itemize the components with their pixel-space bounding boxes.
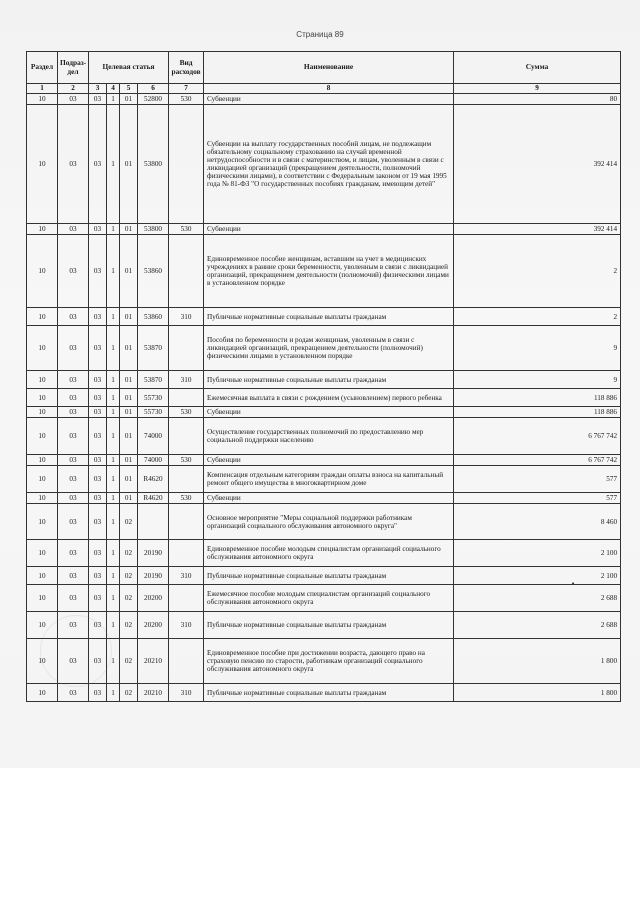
column-number: 9: [454, 84, 621, 94]
cell-name: Публичные нормативные социальные выплаты гражданам: [204, 371, 454, 389]
table-row: [27, 504, 621, 540]
table-row: [27, 105, 621, 224]
cell-target-2: 1: [107, 540, 120, 567]
cell-target-4: 20200: [138, 585, 169, 612]
cell-sum: 2 688: [454, 585, 621, 612]
column-number: 8: [204, 84, 454, 94]
cell-podrazdel: 03: [58, 326, 89, 371]
cell-razdel: 10: [27, 455, 58, 466]
cell-podrazdel: 03: [58, 407, 89, 418]
cell-vid: [169, 418, 204, 455]
column-number: 7: [169, 84, 204, 94]
cell-name: Ежемесячное пособие молодым специалистам организаций социального обслуживания автономного округа: [204, 585, 454, 612]
budget-table: [26, 51, 621, 702]
cell-podrazdel: 03: [58, 371, 89, 389]
cell-name: Субвенции на выплату государственных пособий лицам, не подлежащим обязательному социальному страхованию на случай временной нетрудоспособности и в связи с материнством, и лицам, уволенным в связи с ликвидацией организаций (прекращением деятельности, полномочий физическими лицами), в соответствии с Федеральным законом от 19 мая 1995 года № 81-ФЗ "О государственных пособиях гражданам, имеющим детей": [204, 105, 454, 224]
cell-target-1: 03: [89, 466, 107, 493]
cell-razdel: 10: [27, 612, 58, 639]
cell-target-4: 53800: [138, 105, 169, 224]
cell-vid: [169, 504, 204, 540]
cell-target-4: 53860: [138, 308, 169, 326]
cell-vid: 310: [169, 567, 204, 585]
cell-podrazdel: 03: [58, 94, 89, 105]
cell-target-2: 1: [107, 235, 120, 308]
cell-podrazdel: 03: [58, 224, 89, 235]
cell-target-2: 1: [107, 504, 120, 540]
cell-target-4: 55730: [138, 407, 169, 418]
column-number: 6: [138, 84, 169, 94]
column-number: 5: [120, 84, 138, 94]
table-row: [27, 567, 621, 585]
cell-target-3: 01: [120, 326, 138, 371]
cell-target-1: 03: [89, 407, 107, 418]
cell-podrazdel: 03: [58, 466, 89, 493]
cell-razdel: 10: [27, 105, 58, 224]
table-row: [27, 371, 621, 389]
cell-name: Основное мероприятие "Меры социальной поддержки работникам организаций социального обслуживания автономного округа": [204, 504, 454, 540]
cell-razdel: 10: [27, 389, 58, 407]
cell-name: Публичные нормативные социальные выплаты гражданам: [204, 684, 454, 702]
table-row: [27, 389, 621, 407]
cell-name: Публичные нормативные социальные выплаты гражданам: [204, 612, 454, 639]
cell-target-2: 1: [107, 612, 120, 639]
cell-target-3: 02: [120, 540, 138, 567]
cell-target-3: 01: [120, 105, 138, 224]
cell-target-4: 53870: [138, 326, 169, 371]
cell-target-1: 03: [89, 389, 107, 407]
cell-podrazdel: 03: [58, 493, 89, 504]
cell-target-2: 1: [107, 585, 120, 612]
cell-sum: 1 800: [454, 639, 621, 684]
cell-target-1: 03: [89, 639, 107, 684]
table-row: [27, 455, 621, 466]
cell-razdel: 10: [27, 235, 58, 308]
cell-vid: 530: [169, 455, 204, 466]
cell-target-3: 01: [120, 466, 138, 493]
cell-vid: [169, 639, 204, 684]
cell-sum: 118 886: [454, 407, 621, 418]
cell-razdel: 10: [27, 540, 58, 567]
header-name: Наименование: [204, 52, 454, 84]
table-row: [27, 612, 621, 639]
cell-sum: 2 100: [454, 540, 621, 567]
cell-target-4: 20190: [138, 567, 169, 585]
cell-target-1: 03: [89, 308, 107, 326]
faint-stamp: [40, 615, 112, 687]
cell-target-3: 02: [120, 504, 138, 540]
cell-target-1: 03: [89, 455, 107, 466]
cell-name: Субвенции: [204, 407, 454, 418]
cell-sum: 392 414: [454, 224, 621, 235]
cell-vid: [169, 466, 204, 493]
cell-razdel: 10: [27, 418, 58, 455]
cell-target-3: 02: [120, 567, 138, 585]
cell-sum: 8 460: [454, 504, 621, 540]
cell-target-3: 02: [120, 639, 138, 684]
header-row: [27, 52, 621, 84]
cell-razdel: 10: [27, 94, 58, 105]
cell-sum: 577: [454, 493, 621, 504]
cell-razdel: 10: [27, 639, 58, 684]
cell-razdel: 10: [27, 493, 58, 504]
cell-name: Осуществление государственных полномочий по предоставлению мер социальной поддержки населению: [204, 418, 454, 455]
cell-target-1: 03: [89, 540, 107, 567]
cell-sum: 2: [454, 235, 621, 308]
cell-target-2: 1: [107, 389, 120, 407]
cell-target-2: 1: [107, 684, 120, 702]
column-number: 2: [58, 84, 89, 94]
cell-target-3: 01: [120, 493, 138, 504]
cell-target-4: R4620: [138, 466, 169, 493]
cell-podrazdel: 03: [58, 585, 89, 612]
cell-sum: 118 886: [454, 389, 621, 407]
cell-target-1: 03: [89, 105, 107, 224]
cell-sum: 80: [454, 94, 621, 105]
cell-name: Пособия по беременности и родам женщинам, уволенным в связи с ликвидацией организаций, прекращением деятельности (полномочий) физическими лицами в установленном порядке: [204, 326, 454, 371]
cell-razdel: 10: [27, 224, 58, 235]
cell-target-4: 20210: [138, 639, 169, 684]
table-row: [27, 326, 621, 371]
cell-razdel: 10: [27, 504, 58, 540]
cell-name: Субвенции: [204, 94, 454, 105]
table-row: [27, 684, 621, 702]
cell-target-2: 1: [107, 639, 120, 684]
cell-sum: 577: [454, 466, 621, 493]
cell-razdel: 10: [27, 326, 58, 371]
cell-target-1: 03: [89, 504, 107, 540]
cell-target-3: 01: [120, 455, 138, 466]
cell-sum: 6 767 742: [454, 418, 621, 455]
cell-vid: [169, 326, 204, 371]
cell-target-4: 55730: [138, 389, 169, 407]
cell-name: Единовременное пособие при достижении возраста, дающего право на страховую пенсию по старости, работникам организаций социального обслуживания автономного округа: [204, 639, 454, 684]
cell-vid: [169, 235, 204, 308]
cell-vid: 310: [169, 612, 204, 639]
cell-vid: 530: [169, 407, 204, 418]
cell-razdel: 10: [27, 407, 58, 418]
cell-target-4: 20210: [138, 684, 169, 702]
cell-sum: 9: [454, 371, 621, 389]
cell-podrazdel: 03: [58, 105, 89, 224]
cell-target-3: 01: [120, 371, 138, 389]
cell-sum: 2 100: [454, 567, 621, 585]
cell-razdel: 10: [27, 308, 58, 326]
cell-target-1: 03: [89, 567, 107, 585]
cell-target-2: 1: [107, 105, 120, 224]
cell-target-1: 03: [89, 585, 107, 612]
cell-target-4: 53800: [138, 224, 169, 235]
cell-target-2: 1: [107, 371, 120, 389]
table-row: [27, 224, 621, 235]
cell-target-1: 03: [89, 235, 107, 308]
cell-vid: [169, 540, 204, 567]
cell-sum: 392 414: [454, 105, 621, 224]
header-target: Целевая статья: [89, 52, 169, 84]
table-row: [27, 418, 621, 455]
cell-target-3: 01: [120, 224, 138, 235]
cell-target-4: 20190: [138, 540, 169, 567]
table-row: [27, 94, 621, 105]
table-body: [27, 94, 621, 702]
header-podrazdel: Подраз-дел: [58, 52, 89, 84]
cell-name: Ежемесячная выплата в связи с рождением (усыновлением) первого ребенка: [204, 389, 454, 407]
cell-target-3: 02: [120, 612, 138, 639]
cell-target-4: 52800: [138, 94, 169, 105]
cell-podrazdel: 03: [58, 235, 89, 308]
cell-target-2: 1: [107, 308, 120, 326]
table-row: [27, 466, 621, 493]
table-row: [27, 308, 621, 326]
cell-target-1: 03: [89, 493, 107, 504]
column-number: 4: [107, 84, 120, 94]
cell-target-4: 20200: [138, 612, 169, 639]
table-row: [27, 493, 621, 504]
cell-target-2: 1: [107, 94, 120, 105]
cell-target-1: 03: [89, 326, 107, 371]
cell-target-2: 1: [107, 466, 120, 493]
handwritten-tick-mark: •: [571, 580, 576, 588]
cell-target-2: 1: [107, 407, 120, 418]
cell-target-1: 03: [89, 612, 107, 639]
cell-target-3: 01: [120, 389, 138, 407]
cell-razdel: 10: [27, 567, 58, 585]
cell-name: Единовременное пособие женщинам, вставшим на учет в медицинских учреждениях в ранние сроки беременности, уволенным в связи с ликвидацией организаций, прекращением деятельности (полномочий) физическими лицами в установленном порядке: [204, 235, 454, 308]
header-vid: Вид расходов: [169, 52, 204, 84]
cell-vid: 530: [169, 224, 204, 235]
cell-podrazdel: 03: [58, 455, 89, 466]
cell-target-4: R4620: [138, 493, 169, 504]
cell-podrazdel: 03: [58, 504, 89, 540]
cell-vid: [169, 585, 204, 612]
cell-target-2: 1: [107, 326, 120, 371]
cell-podrazdel: 03: [58, 612, 89, 639]
cell-sum: 6 767 742: [454, 455, 621, 466]
cell-sum: 2 688: [454, 612, 621, 639]
cell-razdel: 10: [27, 684, 58, 702]
cell-name: Единовременное пособие молодым специалистам организаций социального обслуживания автономного округа: [204, 540, 454, 567]
cell-podrazdel: 03: [58, 308, 89, 326]
cell-target-2: 1: [107, 224, 120, 235]
cell-vid: [169, 389, 204, 407]
cell-target-2: 1: [107, 493, 120, 504]
header-sum: Сумма: [454, 52, 621, 84]
table-row: [27, 407, 621, 418]
cell-sum: 9: [454, 326, 621, 371]
cell-vid: 310: [169, 308, 204, 326]
cell-target-4: [138, 504, 169, 540]
header-razdel: Раздел: [27, 52, 58, 84]
table-row: [27, 540, 621, 567]
cell-name: Публичные нормативные социальные выплаты гражданам: [204, 308, 454, 326]
cell-name: Публичные нормативные социальные выплаты гражданам: [204, 567, 454, 585]
cell-vid: [169, 105, 204, 224]
column-number: 1: [27, 84, 58, 94]
cell-podrazdel: 03: [58, 567, 89, 585]
cell-podrazdel: 03: [58, 389, 89, 407]
cell-target-1: 03: [89, 684, 107, 702]
cell-podrazdel: 03: [58, 639, 89, 684]
cell-target-4: 74000: [138, 418, 169, 455]
cell-vid: 530: [169, 94, 204, 105]
cell-name: Субвенции: [204, 455, 454, 466]
cell-sum: 2: [454, 308, 621, 326]
cell-target-4: 53860: [138, 235, 169, 308]
cell-razdel: 10: [27, 371, 58, 389]
cell-target-3: 01: [120, 418, 138, 455]
cell-sum: 1 800: [454, 684, 621, 702]
cell-target-1: 03: [89, 418, 107, 455]
cell-vid: 310: [169, 371, 204, 389]
cell-name: Субвенции: [204, 224, 454, 235]
cell-target-1: 03: [89, 94, 107, 105]
cell-target-3: 01: [120, 235, 138, 308]
cell-target-1: 03: [89, 371, 107, 389]
cell-target-2: 1: [107, 567, 120, 585]
cell-target-4: 53870: [138, 371, 169, 389]
cell-target-3: 02: [120, 684, 138, 702]
cell-target-2: 1: [107, 418, 120, 455]
cell-target-1: 03: [89, 224, 107, 235]
cell-target-2: 1: [107, 455, 120, 466]
table-row: [27, 585, 621, 612]
table-row: [27, 235, 621, 308]
cell-podrazdel: 03: [58, 418, 89, 455]
cell-vid: 310: [169, 684, 204, 702]
cell-target-3: 01: [120, 308, 138, 326]
cell-target-4: 74000: [138, 455, 169, 466]
cell-vid: 530: [169, 493, 204, 504]
cell-name: Субвенции: [204, 493, 454, 504]
cell-target-3: 02: [120, 585, 138, 612]
cell-target-3: 01: [120, 407, 138, 418]
cell-podrazdel: 03: [58, 684, 89, 702]
page-title: Страница 89: [296, 30, 344, 39]
cell-razdel: 10: [27, 585, 58, 612]
table-row: [27, 639, 621, 684]
column-number: 3: [89, 84, 107, 94]
cell-razdel: 10: [27, 466, 58, 493]
column-number-row: [27, 84, 621, 94]
cell-target-3: 01: [120, 94, 138, 105]
cell-podrazdel: 03: [58, 540, 89, 567]
cell-name: Компенсация отдельным категориям граждан оплаты взноса на капитальный ремонт общего имущества в многоквартирном доме: [204, 466, 454, 493]
